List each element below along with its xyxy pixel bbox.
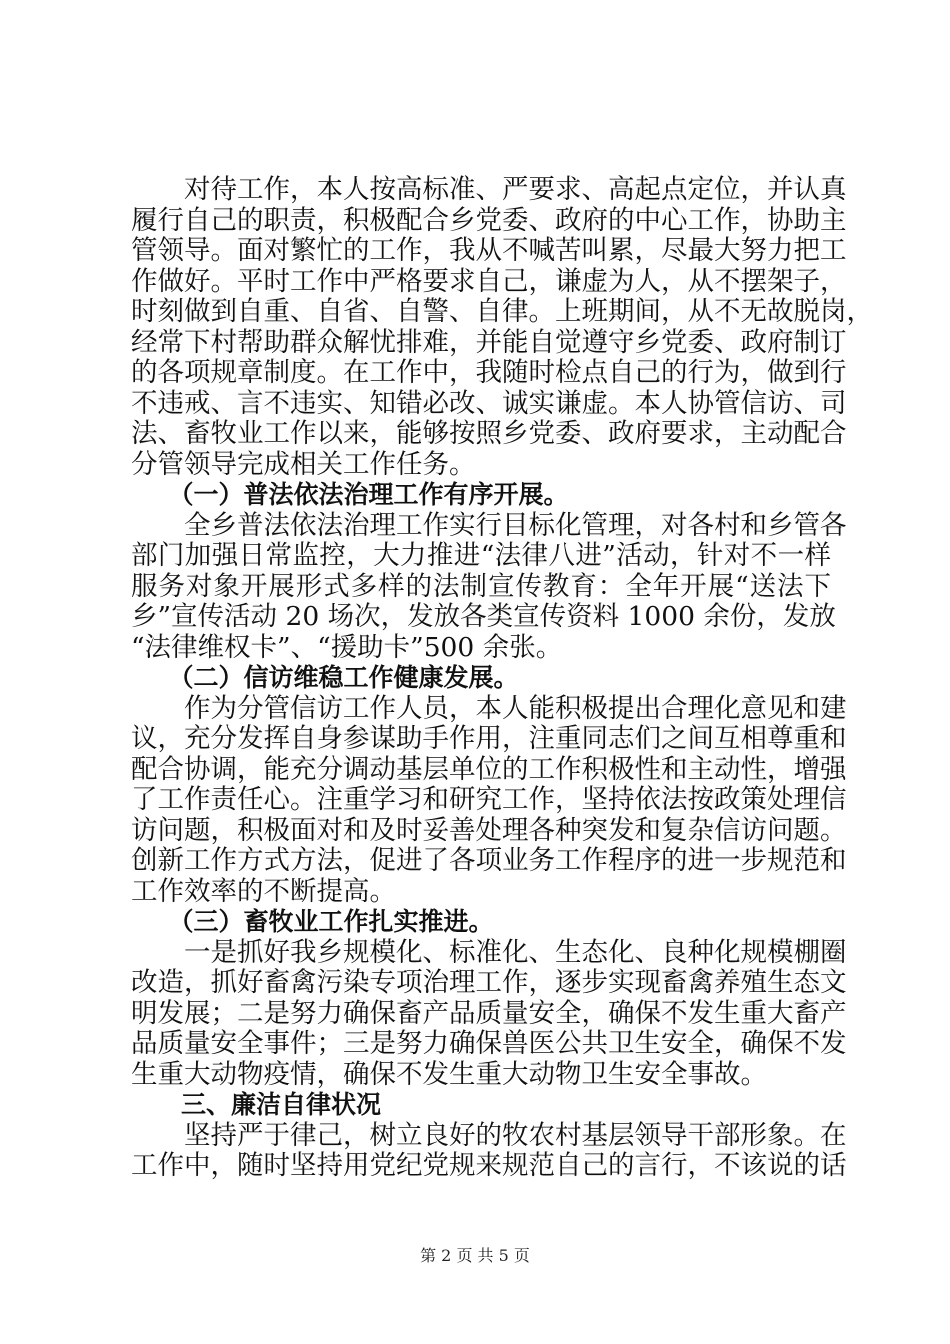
body-text-line: 配合协调，能充分调动基层单位的工作积极性和主动性，增强 <box>131 754 847 785</box>
body-text-line: 法、畜牧业工作以来，能够按照乡党委、政府要求，主动配合 <box>131 418 847 449</box>
page-footer: 第 2 页 共 5 页 <box>420 1246 530 1265</box>
body-text-line: 了工作责任心。注重学习和研究工作，坚持依法按政策处理信 <box>131 784 847 815</box>
body-text-line: 作做好。平时工作中严格要求自己，谦虚为人，从不摆架子， <box>131 266 847 297</box>
body-text-line: 部门加强日常监控，大力推进“法律八进”活动，针对不一样 <box>131 540 831 571</box>
section-heading: （一）普法依法治理工作有序开展。 <box>131 480 569 509</box>
body-text-line: 管领导。面对繁忙的工作，我从不喊苦叫累，尽最大努力把工 <box>131 235 847 266</box>
body-text-line: 不违戒、言不违实、知错必改、诚实谦虚。本人协管信访、司 <box>131 388 847 419</box>
body-text-line: “法律维权卡”、“援助卡”500 余张。 <box>131 632 563 663</box>
body-text-line: 时刻做到自重、自省、自警、自律。上班期间，从不无故脱岗， <box>131 296 873 327</box>
section-heading: 三、廉洁自律状况 <box>131 1090 382 1119</box>
body-text-line: 访问题，积极面对和及时妥善处理各种突发和复杂信访问题。 <box>131 815 847 846</box>
body-text-line: 生重大动物疫情，确保不发生重大动物卫生安全事故。 <box>131 1059 767 1090</box>
body-text-line: 坚持严于律己，树立良好的牧农村基层领导干部形象。在 <box>131 1120 847 1151</box>
body-text-line: 服务对象开展形式多样的法制宣传教育：全年开展“送法下 <box>131 571 831 602</box>
body-text-line: 议，充分发挥自身参谋助手作用，注重同志们之间互相尊重和 <box>131 723 847 754</box>
body-text-line: 明发展；二是努力确保畜产品质量安全，确保不发生重大畜产 <box>131 998 847 1029</box>
body-text-line: 全乡普法依法治理工作实行目标化管理，对各村和乡管各 <box>131 510 847 541</box>
body-text-line: 经常下村帮助群众解忧排难，并能自觉遵守乡党委、政府制订 <box>131 327 847 358</box>
body-text-line: 分管领导完成相关工作任务。 <box>131 449 476 480</box>
body-text-line: 履行自己的职责，积极配合乡党委、政府的中心工作，协助主 <box>131 205 847 236</box>
body-text-line: 工作中，随时坚持用党纪党规来规范自己的言行，不该说的话 <box>131 1150 847 1181</box>
body-text-line: 创新工作方式方法，促进了各项业务工作程序的进一步规范和 <box>131 845 847 876</box>
body-text-line: 工作效率的不断提高。 <box>131 876 396 907</box>
body-text-line: 对待工作，本人按高标准、严要求、高起点定位，并认真 <box>131 174 847 205</box>
body-text-line: 乡”宣传活动 20 场次，发放各类宣传资料 1000 余份，发放 <box>131 601 836 632</box>
body-text-line: 改造，抓好畜禽污染专项治理工作，逐步实现畜禽养殖生态文 <box>131 967 847 998</box>
body-text-line: 作为分管信访工作人员，本人能积极提出合理化意见和建 <box>131 693 847 724</box>
section-heading: （二）信访维稳工作健康发展。 <box>131 663 519 692</box>
body-text-line: 品质量安全事件；三是努力确保兽医公共卫生安全，确保不发 <box>131 1028 847 1059</box>
body-text-line: 的各项规章制度。在工作中，我随时检点自己的行为，做到行 <box>131 357 847 388</box>
section-heading: （三）畜牧业工作扎实推进。 <box>131 907 494 936</box>
body-text-line: 一是抓好我乡规模化、标准化、生态化、良种化规模棚圈 <box>131 937 847 968</box>
